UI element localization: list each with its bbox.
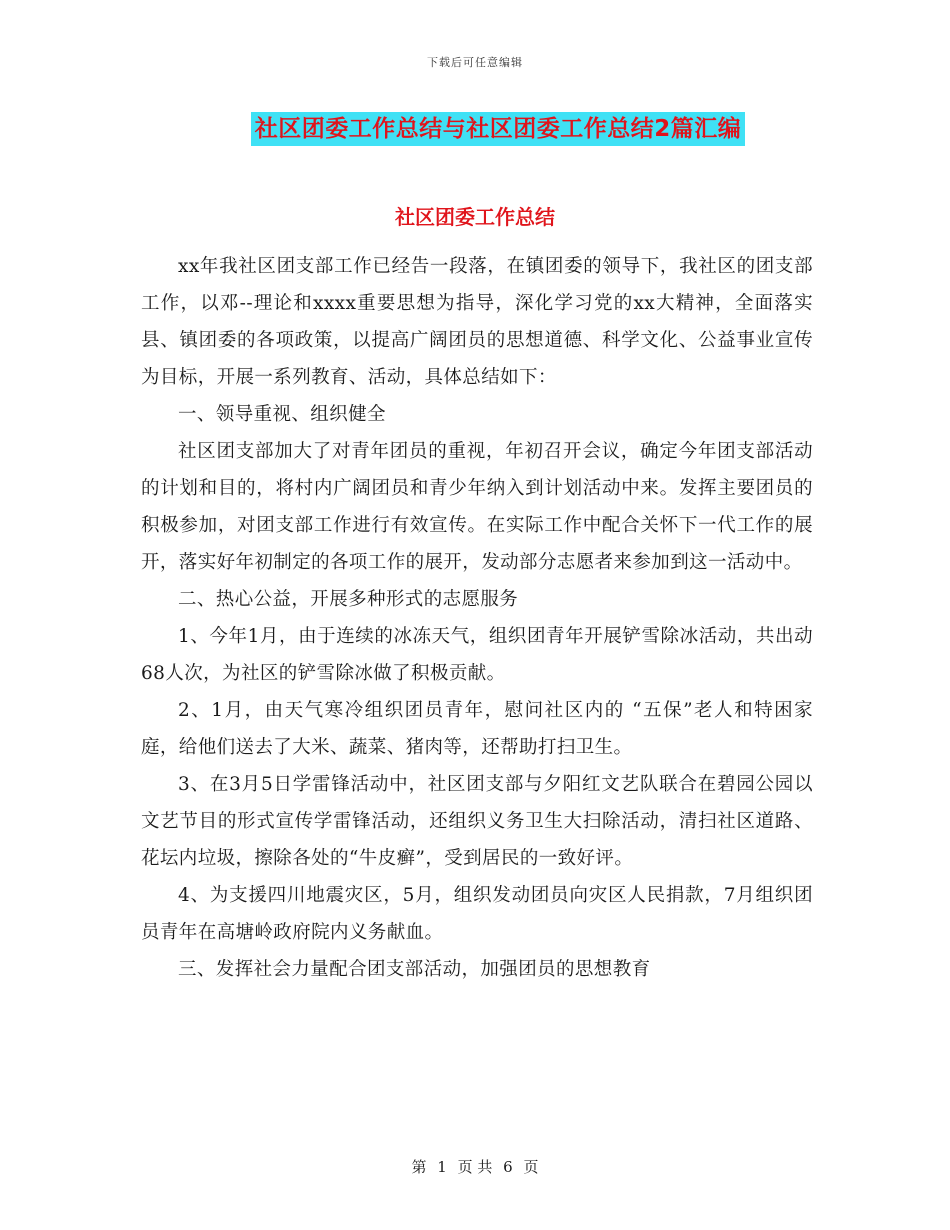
- paragraph: 1、今年1月，由于连续的冰冻天气，组织团青年开展铲雪除冰活动，共出动68人次，为社区的铲雪除冰做了积极贡献。: [141, 626, 813, 684]
- paragraph-heading: 三、发挥社会力量配合团支部活动，加强团员的思想教育: [178, 959, 651, 980]
- paragraph: 3、在3月5日学雷锋活动中，社区团支部与夕阳红文艺队联合在碧园公园以文艺节目的形式宣传学雷锋活动，还组织义务卫生大扫除活动，清扫社区道路、花坛内垃圾，擦除各处的“牛皮癣”，受到居民的一致好评。: [141, 774, 813, 869]
- footer-middle: 页 共: [457, 1158, 493, 1176]
- current-page-number: 1: [437, 1158, 447, 1176]
- document-title: 社区团委工作总结与社区团委工作总结2篇汇编: [251, 112, 746, 146]
- paragraph: 2、1月，由天气寒冷组织团员青年，慰问社区内的 “五保”老人和特困家庭，给他们送去了大米、蔬菜、猪肉等，还帮助打扫卫生。: [141, 700, 813, 758]
- footer-prefix: 第: [411, 1158, 427, 1176]
- page-footer: [0, 1156, 950, 1177]
- footer-suffix: 页: [523, 1158, 539, 1176]
- paragraph-heading: 一、领导重视、组织健全: [178, 404, 386, 425]
- paragraph: 社区团支部加大了对青年团员的重视，年初召开会议，确定今年团支部活动的计划和目的，将村内广阔团员和青少年纳入到计划活动中来。发挥主要团员的积极参加，对团支部工作进行有效宣传。在实际工作中配合关怀下一代工作的展开，落实好年初制定的各项工作的展开，发动部分志愿者来参加到这一活动中。: [141, 441, 813, 573]
- paragraph: xx年我社区团支部工作已经告一段落，在镇团委的领导下，我社区的团支部工作，以邓--理论和xxxx重要思想为指导，深化学习党的xx大精神，全面落实县、镇团委的各项政策，以提高广阔团员的思想道德、科学文化、公益事业宣传为目标，开展一系列教育、活动，具体总结如下：: [141, 256, 813, 388]
- document-title-container: [0, 112, 950, 146]
- document-body: [141, 248, 813, 988]
- paragraph-heading: 二、热心公益，开展多种形式的志愿服务: [178, 589, 519, 610]
- paragraph: 4、为支援四川地震灾区，5月，组织发动团员向灾区人民捐款，7月组织团员青年在高塘岭政府院内义务献血。: [141, 885, 813, 943]
- total-page-number: 6: [503, 1158, 513, 1176]
- section-title: 社区团委工作总结: [395, 205, 555, 229]
- header-note: 下载后可任意编辑: [427, 56, 523, 69]
